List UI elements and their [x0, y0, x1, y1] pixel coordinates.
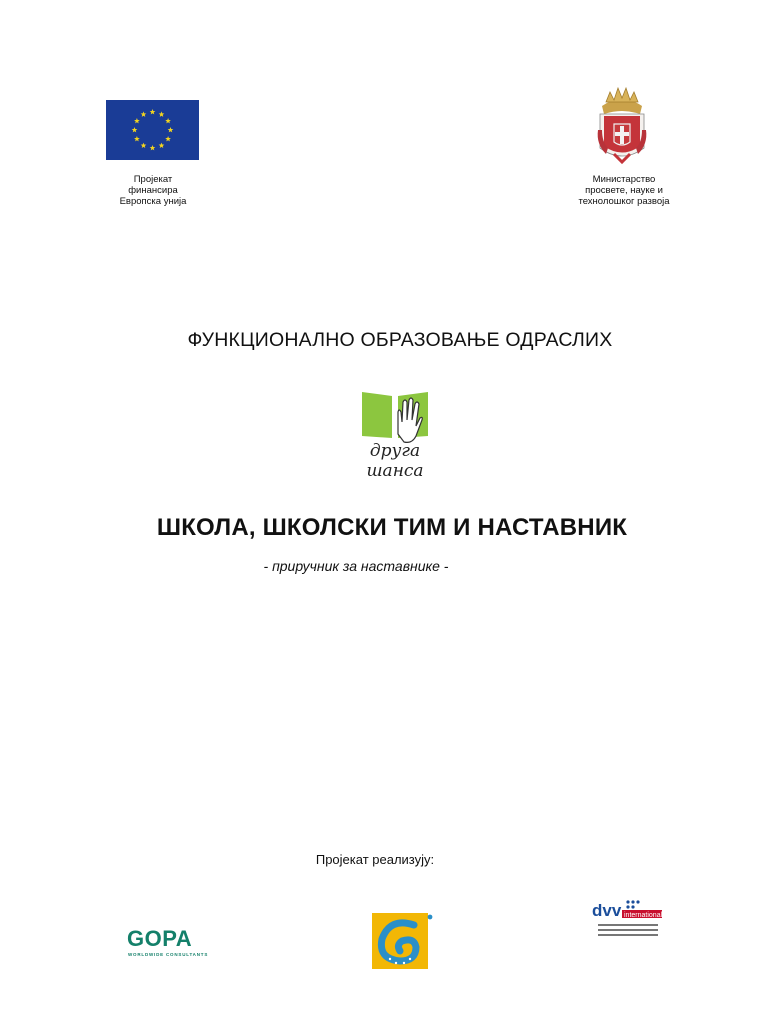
druga-sansa-logo — [358, 386, 432, 482]
eu-caption-line: Европска унија — [119, 196, 187, 207]
dvv-international-logo — [592, 896, 664, 942]
eu-flag-logo — [106, 100, 199, 160]
document-subtitle: - приручник за наставнике - — [263, 558, 449, 574]
ministry-caption-line: Министарство — [592, 174, 656, 185]
ministry-caption-line: просвете, науке и — [585, 185, 663, 196]
realized-by-label: Пројекат реализују: — [315, 852, 435, 867]
gopa-wordmark: GOPA — [127, 926, 193, 951]
eu-funding-caption — [96, 174, 210, 207]
serbia-coat-of-arms-logo — [596, 84, 648, 168]
ministry-caption — [556, 174, 692, 207]
program-title: ФУНКЦИОНАЛНО ОБРАЗОВАЊЕ ОДРАСЛИХ — [187, 329, 613, 351]
dvv-international-text: international — [624, 912, 663, 919]
ministry-caption-line: технолошког развоја — [578, 196, 670, 207]
eu-caption-line: Пројекат — [133, 174, 173, 185]
gopa-tagline: WORLDWIDE CONSULTANTS — [128, 952, 209, 957]
gopa-logo — [127, 927, 211, 961]
partner-organization-logo — [370, 911, 434, 971]
eu-caption-line: финансира — [128, 185, 178, 196]
logo-text-druga: друга — [369, 441, 421, 461]
document-title: ШКОЛА, ШКОЛСКИ ТИМ И НАСТАВНИК — [156, 514, 628, 541]
dvv-wordmark: dvv — [592, 901, 622, 920]
logo-text-sansa: шанса — [366, 461, 424, 481]
